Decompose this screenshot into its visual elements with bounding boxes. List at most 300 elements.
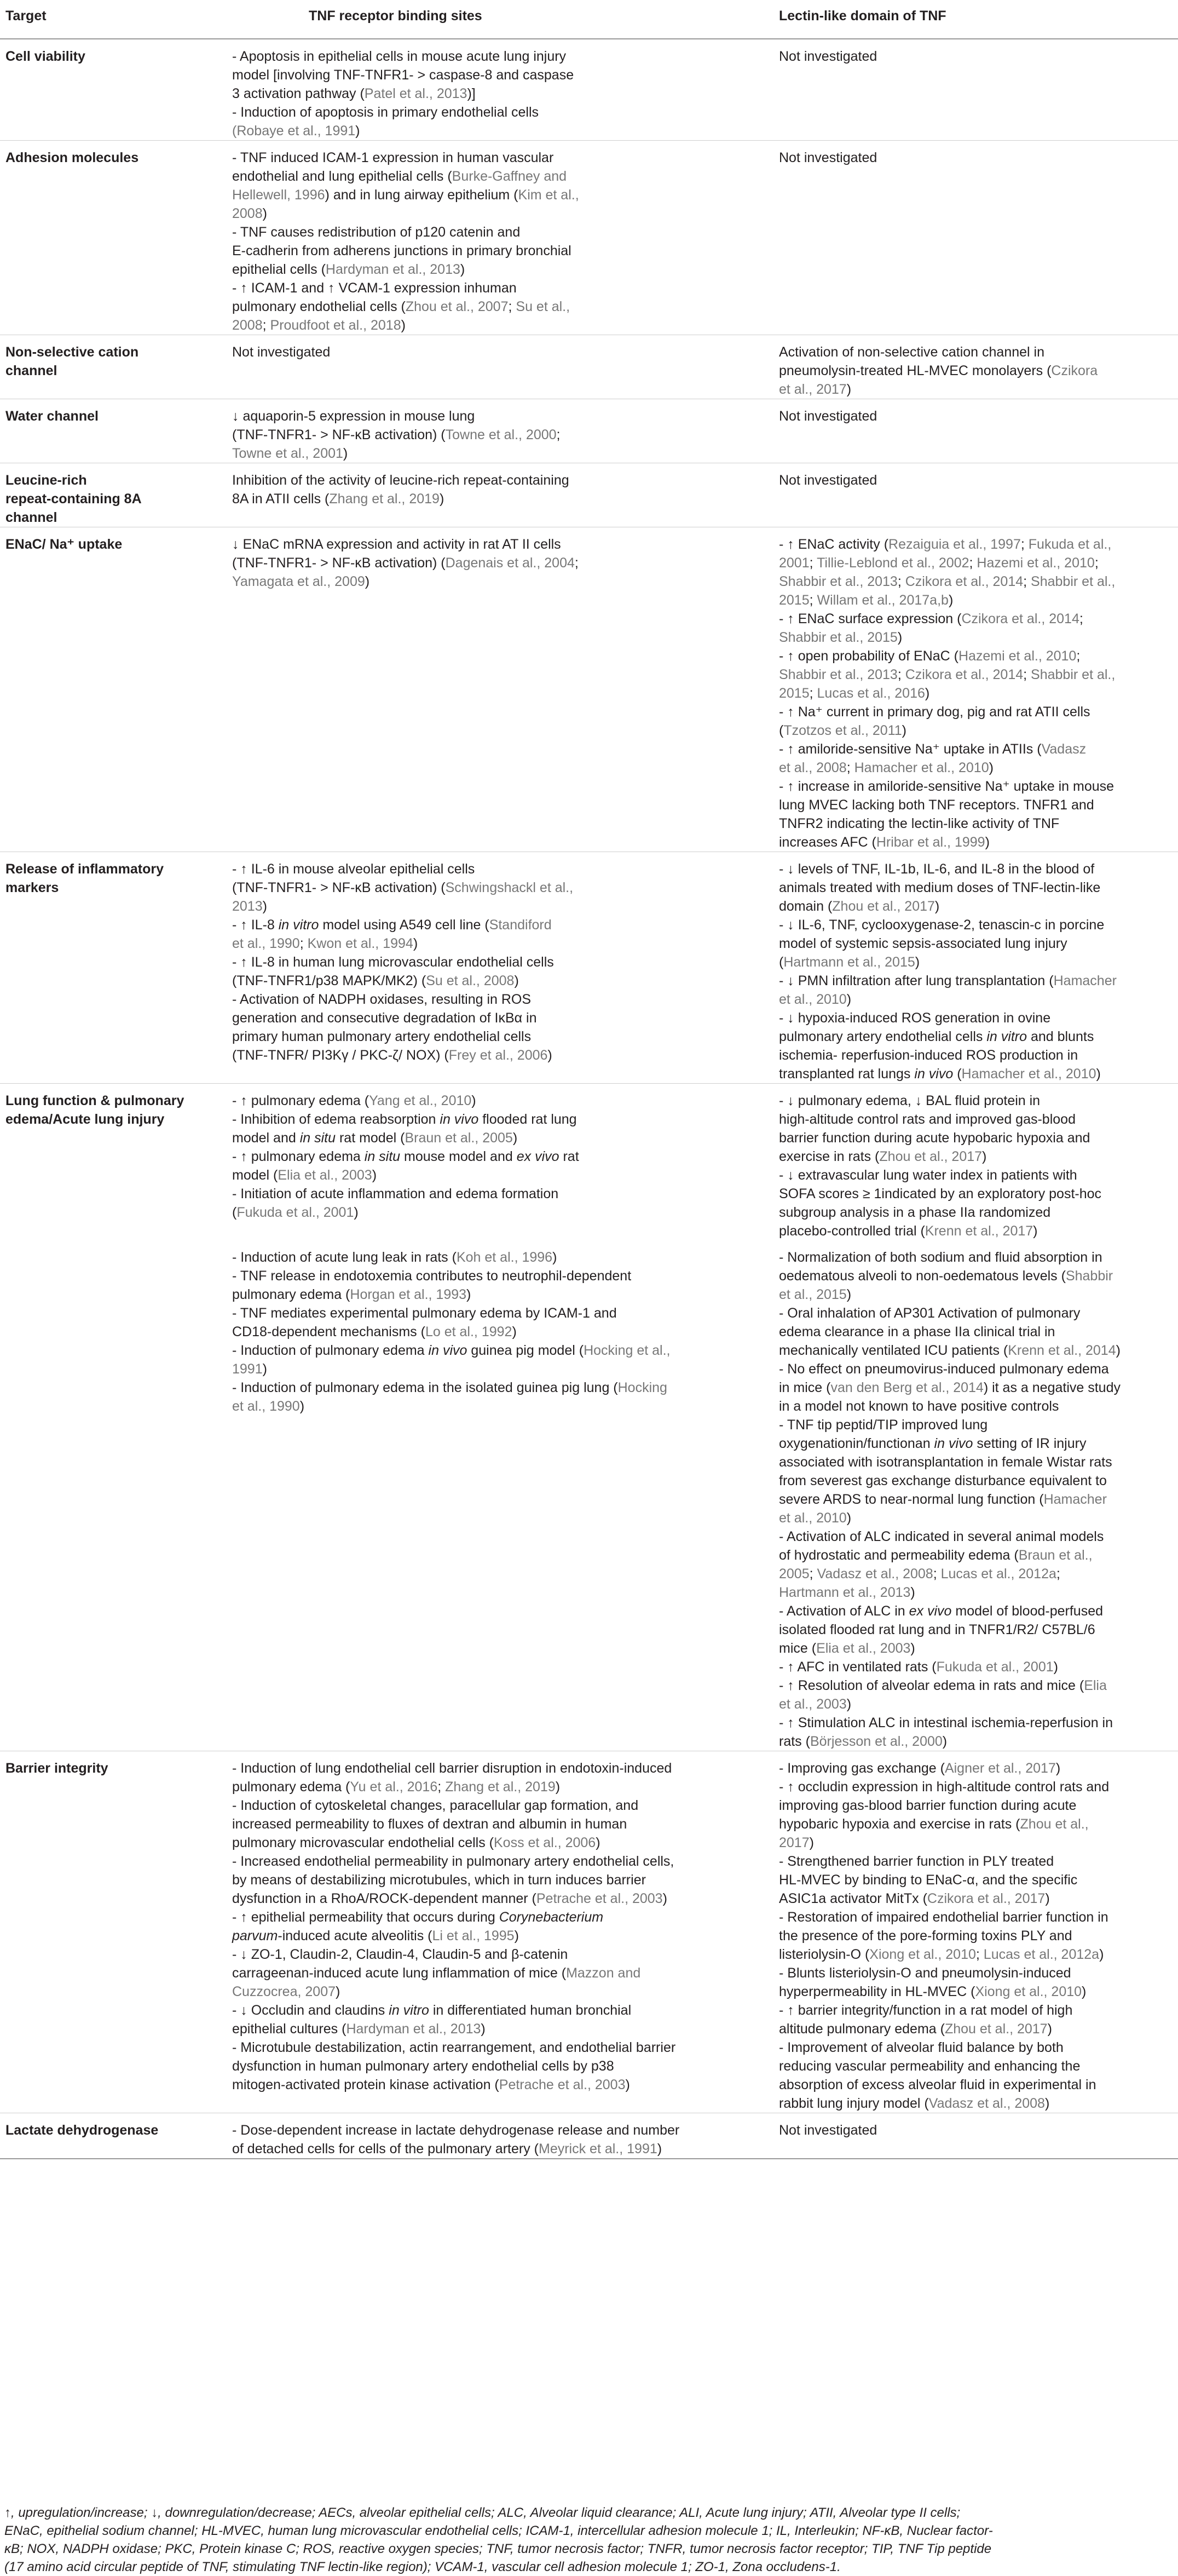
cell-text: - Microtubule destabilization, actin rearrangement, and endothelial barrier [232,2040,676,2055]
cell-text: ) [355,123,360,139]
cell-line [232,1203,768,1222]
citation: Czikora et al., 2017 [927,1891,1046,1906]
cell-text: barrier function during acute hypobaric hypoxia and [779,1130,1090,1146]
cell-line [232,204,768,223]
cell-text: ) [989,760,994,775]
cell-text: pneumolysin-treated HL-MVEC monolayers ( [779,363,1052,378]
lectin-domain-cell [773,335,1178,399]
cell-text: absorption of excess alveolar fluid in experimental in [779,2077,1096,2092]
cell-line [232,916,768,934]
cell-line [779,2020,1173,2038]
cell-line [232,1166,768,1185]
cell-line [779,1129,1173,1147]
citation: Braun et al., 2005 [405,1130,513,1146]
cell-text: - Oral inhalation of AP301 Activation of pulmonary [779,1306,1081,1321]
cell-text: mechanically ventilated ICU patients ( [779,1343,1008,1358]
cell-line [779,1602,1173,1620]
cell-text: hyperpermeability in HL-MVEC ( [779,1984,975,1999]
cell-line [779,721,1173,740]
cell-text: ↓ ENaC mRNA expression and activity in rat AT II cells [232,537,561,552]
cell-text: oedematous alveoli to non-oedematous levels ( [779,1268,1066,1284]
cell-text: - ↑ barrier integrity/function in a rat model of high [779,2003,1073,2018]
cell-line [779,1964,1173,1982]
cell-text: (TNF-TNFR1/p38 MAPK/MK2) ( [232,973,426,988]
cell-text: Not investigated [779,409,877,424]
citation: Zhou et al., 2017 [944,2021,1048,2037]
cell-text: - Dose-dependent increase in lactate dehydrogenase release and number [232,2123,680,2138]
cell-line [779,684,1173,703]
cell-line [232,1815,768,1833]
lectin-domain-cell [773,399,1178,463]
citation: Braun et al., [1018,1548,1093,1563]
footnote-line: ENaC, epithelial sodium channel; HL-MVEC, human lung microvascular endothelial cells; ICAM-1, intercellular adhesion molecule 1; IL, Interleukin; NF-κB, Nuclear factor- [4,2523,993,2538]
citation: Horgan et al., 1993 [350,1287,467,1302]
cell-text: reducing vascular permeability and enhancing the [779,2058,1081,2074]
cell-text: - Normalization of both sodium and fluid absorption in [779,1250,1102,1265]
cell-line [779,1815,1173,1833]
cell-line [232,490,768,508]
citation: Zhang et al., 2019 [445,1779,556,1795]
citation: 2013 [232,899,263,914]
cell-text: - ↑ amiloride-sensitive Na⁺ uptake in ATIIs ( [779,741,1042,757]
table-body [0,39,1178,2159]
cell-line [232,2075,768,2094]
cell-line [779,1658,1173,1676]
cell-line [232,1945,768,1964]
cell-line [779,1009,1173,1027]
cell-line [779,380,1173,399]
cell-text: ) [460,262,465,277]
citation: Patel et al., 2013 [364,86,467,101]
row-target [0,852,227,1084]
cell-text: - ↑ ICAM-1 and ↑ VCAM-1 expression inhuman [232,280,517,296]
cell-text: severe ARDS to near-normal lung function ( [779,1492,1044,1507]
cell-line [232,1009,768,1027]
cell-line [232,343,768,361]
cell-line [232,1852,768,1871]
cell-line [779,1759,1173,1778]
citation: Hardyman et al., 2013 [346,2021,481,2037]
cell-text: setting of IR injury [973,1436,1087,1451]
cell-text: Corynebacterium [499,1910,604,1925]
cell-text: ) [809,1835,814,1850]
cell-text: ; [574,555,579,571]
cell-line [232,1267,768,1285]
citation: Hamacher [1043,1492,1107,1507]
target-label-line: Lactate dehydrogenase [5,2123,159,2138]
cell-text: ) [466,1287,471,1302]
target-label-line: edema/Acute lung injury [5,1112,165,1127]
cell-line [232,1889,768,1908]
cell-text: ) [401,318,406,333]
cell-text: in vivo [934,1436,973,1451]
citation: Su et al., 2008 [426,973,515,988]
citation: Krenn et al., 2014 [1008,1343,1116,1358]
citation: Shabbir et al., 2013 [779,667,898,682]
receptor-binding-cell [227,852,773,1084]
cell-text: listeriolysin-O ( [779,1947,870,1962]
cell-line [779,1147,1173,1166]
citation: 1991 [232,1361,263,1377]
citation: Hribar et al., 1999 [876,835,985,850]
cell-text: ; [969,555,977,571]
receptor-binding-cell [227,141,773,335]
cell-text: E-cadherin from adherens junctions in primary bronchial [232,243,571,258]
cell-text: ) [942,1734,948,1749]
cell-text: ) [1044,2096,1050,2111]
citation: Cuzzocrea, 2007 [232,1984,336,1999]
cell-text: ) [846,1697,852,1712]
cell-line [232,1833,768,1852]
cell-line [779,2075,1173,2094]
citation: Standiford [489,917,552,933]
target-label-line: Barrier integrity [5,1761,108,1776]
cell-text: dysfunction in a RhoA/ROCK-dependent manner ( [232,1891,536,1906]
cell-text: and blunts [1027,1029,1094,1044]
citation: ( [232,123,237,139]
cell-text: ) [982,1149,987,1164]
cell-text: ex vivo [516,1149,559,1164]
cell-line [779,1248,1173,1267]
cell-line [779,1732,1173,1751]
cell-text: ) [1099,1947,1104,1962]
cell-text: in situ [364,1149,401,1164]
cell-text: - ↑ pulmonary edema ( [232,1093,369,1108]
cell-line [232,316,768,335]
cell-text: ) [846,1510,852,1526]
target-label-line: Leucine-rich [5,473,87,488]
cell-text: - ↓ PMN infiltration after lung transplantation ( [779,973,1054,988]
receptor-binding-cell [227,463,773,527]
cell-text: ; [809,1566,817,1582]
citation: Shabbir et al., [1031,667,1116,682]
cell-text: - ↑ IL-8 in human lung microvascular endothelial cells [232,955,554,970]
cell-text: dysfunction in human pulmonary artery endothelial cells by p38 [232,2058,614,2074]
cell-text: ; [1079,611,1083,626]
cell-line [232,2121,768,2140]
cell-line [779,1490,1173,1509]
citation: Burke-Gaffney and [452,169,567,184]
cell-text: in vivo [428,1343,467,1358]
citation: Lucas et al., 2012a [940,1566,1056,1582]
citation: Hocking et al., [584,1343,671,1358]
cell-text: Not investigated [779,49,877,64]
cell-line [779,1267,1173,1285]
cell-text: placebo-controlled trial ( [779,1223,925,1239]
citation: Czikora et al., 2014 [961,611,1079,626]
cell-text: ) [657,2141,662,2157]
cell-text: - Induction of pulmonary edema [232,1343,429,1358]
cell-line [232,990,768,1009]
cell-text: ) [1047,2021,1052,2037]
cell-text: ) [662,1891,667,1906]
citation: Koss et al., 2006 [493,1835,596,1850]
cell-line [779,628,1173,647]
cell-line [232,1248,768,1267]
target-label-line: channel [5,510,57,525]
cell-line [779,897,1173,916]
citation: Willam et al., 2017a,b [817,593,949,608]
cell-text: - Activation of NADPH oxidases, resulting in ROS [232,992,532,1007]
header-receptor-binding-sites: TNF receptor binding sites [227,0,773,39]
target-label-line: ENaC/ Na⁺ uptake [5,537,123,552]
citation: Li et al., 1995 [432,1928,515,1944]
cell-text: - ↑ Stimulation ALC in intestinal ischemia-reperfusion in [779,1715,1113,1730]
cell-text: edema clearance in a phase IIa clinical trial in [779,1324,1055,1339]
citation: Vadasz et al., 2008 [928,2096,1045,2111]
cell-text: epithelial cultures ( [232,2021,347,2037]
cell-text: pulmonary endothelial cells ( [232,299,406,314]
cell-line [232,148,768,167]
cell-line [779,1166,1173,1185]
table-row [0,852,1178,1084]
table-row [0,463,1178,527]
cell-line [779,758,1173,777]
cell-text: ) [948,593,954,608]
receptor-binding-cell [227,335,773,399]
target-label-line: Release of inflammatory [5,861,164,877]
target-label-line: Non-selective cation [5,344,139,360]
cell-text: - Induction of acute lung leak in rats ( [232,1250,457,1265]
cell-line [232,1796,768,1815]
citation: Shabbir [1065,1268,1113,1284]
cell-line [779,2001,1173,2020]
cell-line [779,591,1173,610]
cell-line [779,990,1173,1009]
cell-line [232,444,768,463]
cell-line [779,1546,1173,1565]
cell-line [232,1046,768,1065]
cell-line [779,1397,1173,1416]
cell-line [232,1091,768,1110]
table-row [0,335,1178,399]
cell-line [232,1397,768,1416]
cell-text: improving gas-blood barrier function during acute [779,1798,1077,1813]
cell-text: ) [1045,1891,1050,1906]
cell-text: (TNF-TNFR1- > NF-κB activation) ( [232,555,446,571]
header-row [0,0,1178,39]
citation: Elia et al., 2003 [816,1641,911,1656]
cell-text: ) [596,1835,600,1850]
cell-text: - Improving gas exchange ( [779,1761,945,1776]
cell-text: animals treated with medium doses of TNF-lectin-like [779,880,1101,895]
cell-text: rat [559,1149,579,1164]
cell-text: the presence of the pore-forming toxins PLY and [779,1928,1072,1944]
cell-line [232,535,768,554]
cell-line [232,2057,768,2075]
cell-line [779,1110,1173,1129]
cell-line [232,471,768,490]
cell-line [779,1027,1173,1046]
cell-text: model [involving TNF-TNFR1- > caspase-8 and caspase [232,67,574,83]
cell-text: rat model ( [336,1130,405,1146]
cell-text: - ↑ IL-8 [232,917,279,933]
lectin-domain-cell [773,527,1178,852]
row-target [0,399,227,463]
cell-text: ) [915,955,920,970]
citation: Fukuda et al., 2001 [936,1659,1054,1675]
cell-text: ; [556,427,561,442]
citation: 2017 [779,1835,810,1850]
cell-text: ) [555,1779,561,1795]
cell-line [779,471,1173,490]
cell-text: - Apoptosis in epithelial cells in mouse acute lung injury [232,49,567,64]
cell-line [232,1147,768,1166]
citation: Hamacher et al., 2010 [961,1066,1096,1082]
cell-text: guinea pig model ( [467,1343,584,1358]
cell-line [232,167,768,186]
cell-line [779,953,1173,971]
cell-text: mitogen-activated protein kinase activation ( [232,2077,499,2092]
cell-text: of detached cells for cells of the pulmonary artery ( [232,2141,539,2157]
cell-text: SOFA scores ≥ 1indicated by an exploratory post-hoc [779,1186,1102,1201]
cell-text: )] [467,86,476,101]
cell-line [779,1908,1173,1927]
cell-line [779,554,1173,572]
cell-line [779,916,1173,934]
cell-line [779,1852,1173,1871]
cell-text: in vitro [986,1029,1027,1044]
table-row [0,39,1178,141]
cell-line [232,860,768,878]
cell-text: ) [512,1130,518,1146]
cell-text: - Increased endothelial permeability in pulmonary artery endothelial cells, [232,1854,674,1869]
cell-line [779,703,1173,721]
citation: Mazzon and [566,1965,641,1981]
cell-line [779,1620,1173,1639]
cell-text: in mice ( [779,1380,831,1395]
cell-line [779,1434,1173,1453]
citation: Czikora [1051,363,1098,378]
citation: Hardyman et al., 2013 [325,262,460,277]
cell-line [779,1341,1173,1360]
cell-text: - Induction of apoptosis in primary endothelial cells [232,105,539,120]
cell-line [779,777,1173,796]
cell-text: ) [514,973,519,988]
cell-text: pulmonary edema ( [232,1287,350,1302]
cell-line [779,1046,1173,1065]
table-row [0,1240,1178,1751]
cell-text: (TNF-TNFR1- > NF-κB activation) ( [232,427,446,442]
cell-text: (TNF-TNFR/ PI3Kγ / PKC-ζ/ NOX) ( [232,1048,449,1063]
cell-text: generation and consecutive degradation of IκBα in [232,1010,537,1026]
cell-line [232,1964,768,1982]
cell-text: increases AFC ( [779,835,876,850]
cell-line [779,148,1173,167]
cell-line [232,572,768,591]
cell-text: ) [262,1361,267,1377]
cell-text: exercise in rats ( [779,1149,880,1164]
cell-text: mice ( [779,1641,817,1656]
citation: Czikora et al., 2014 [905,574,1024,589]
citation: Dagenais et al., 2004 [445,555,575,571]
target-label-line: channel [5,363,57,378]
citation: Towne et al., 2000 [445,427,557,442]
cell-line [779,1185,1173,1203]
cell-line [779,1796,1173,1815]
citation: Fukuda et al., [1028,537,1112,552]
lectin-domain-cell [773,463,1178,527]
cell-line [779,1091,1173,1110]
cell-text: Not investigated [232,344,331,360]
cell-text: ) [547,1048,552,1063]
cell-text: - ↓ levels of TNF, IL-1b, IL-6, and IL-8 in the blood of [779,861,1095,877]
cell-text: - Activation of ALC in [779,1603,909,1619]
cell-text: - Restoration of impaired endothelial barrier function in [779,1910,1108,1925]
cell-text: ) [1116,1343,1121,1358]
cell-text: ) [299,1399,305,1414]
cell-text: Not investigated [779,473,877,488]
citation: Schwingshackl et al., [445,880,574,895]
citation: Lo et al., 1992 [425,1324,512,1339]
cell-text: - Induction of cytoskeletal changes, paracellular gap formation, and [232,1798,639,1813]
cell-text: - TNF causes redistribution of p120 catenin and [232,225,521,240]
cell-text: - Induction of pulmonary edema in the isolated guinea pig lung ( [232,1380,618,1395]
table-row [0,1751,1178,2113]
cell-text: ; [1056,1566,1060,1582]
cell-text: model using A549 cell line ( [319,917,489,933]
cell-line [232,1304,768,1323]
citation: Rezaiguia et al., 1997 [888,537,1021,552]
cell-text: ( [232,1205,237,1220]
cell-line [779,1285,1173,1304]
lectin-domain-cell [773,2113,1178,2159]
cell-text: - Improvement of alveolar fluid balance by both [779,2040,1064,2055]
cell-text: associated with isotransplantation in female Wistar rats [779,1454,1112,1470]
cell-text: Not investigated [779,2123,877,2138]
lectin-domain-cell [773,1751,1178,2113]
cell-line [779,47,1173,66]
target-label-line: markers [5,880,59,895]
cell-line [232,1323,768,1341]
cell-line [779,740,1173,758]
row-target [0,463,227,527]
cell-line [779,1453,1173,1471]
citation: et al., 2017 [779,382,847,397]
cell-line [232,122,768,140]
cell-text: primary human pulmonary artery endothelial cells [232,1029,532,1044]
cell-text: ) [262,899,267,914]
citation: Zhou et al., 2017 [832,899,935,914]
cell-text: ) [846,382,852,397]
cell-line [232,2020,768,2038]
cell-text: mouse model and [400,1149,517,1164]
cell-line [779,2121,1173,2140]
cell-line [779,572,1173,591]
cell-text: - ↑ pulmonary edema [232,1149,365,1164]
cell-line [779,2057,1173,2075]
cell-text: - No effect on pneumovirus-induced pulmonary edema [779,1361,1109,1377]
cell-text: - Strengthened barrier function in PLY treated [779,1854,1054,1869]
cell-line [779,610,1173,628]
cell-line [779,1527,1173,1546]
cell-line [779,1945,1173,1964]
cell-line [779,343,1173,361]
cell-line [779,814,1173,833]
cell-text: - TNF induced ICAM-1 expression in human vascular [232,150,554,165]
cell-text: ) [1055,1761,1061,1776]
citation: Yang et al., 2010 [369,1093,472,1108]
cell-line [779,1871,1173,1889]
citation: Xiong et al., 2010 [869,1947,976,1962]
cell-text: ) [1082,1984,1087,1999]
cell-line [232,2001,768,2020]
cell-line [232,554,768,572]
cell-text: TNFR2 indicating the lectin-like activity of TNF [779,816,1060,831]
cell-line [779,1378,1173,1397]
cell-text: ( [779,955,784,970]
citation: Lucas et al., 2016 [817,686,925,701]
